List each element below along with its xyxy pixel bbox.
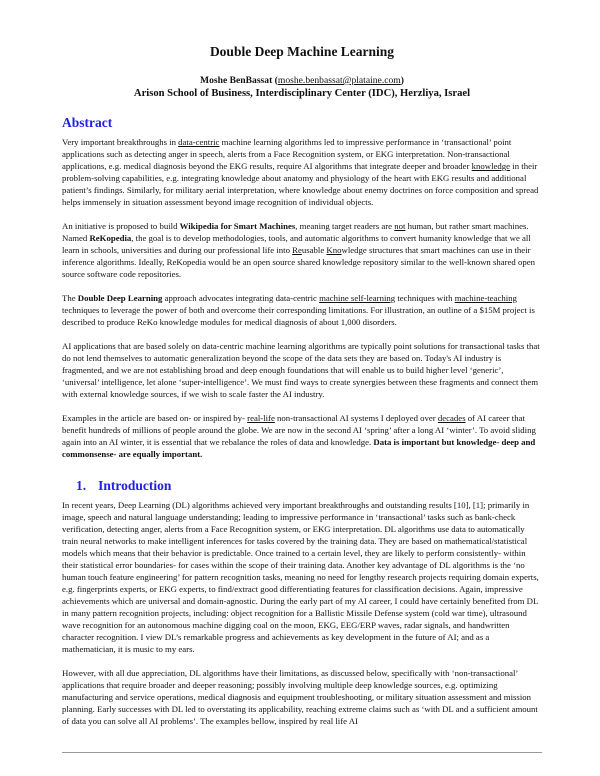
text-run: usable — [301, 245, 327, 255]
text-run: In recent years, Deep Learning (DL) algorithms achieved very important breakthroughs and outstanding results [10], [1]; primarily in image, speech and natural language understanding; leading to impressive performance in ‘transactional’ tasks such as bank-check verification, detecting anger, alerts from a Face Recognition system, or EKG interpretation. DL algorithms use data to automatically train neural networks to make intelligent inferences for tasks covered by the training data. They are based on mathematical/statistical models which means that their behavior is predictable. Once trained to a certain level, they are likely to perform consistently- within their statistical error boundaries- for cases within the scope of their training data. Another key advantage of DL algorithms is the ‘no human touch feature engineering’ for pattern recognition tasks, meaning no need for lengthy research projects requiring domain experts, e.g. fingerprints experts, or EKG experts, to find/extract good differentiating features for classification decisions. Again, impressive achievements which are universal and domain-agnostic. During the early part of my AI career, I could have certainly benefited from DL in many pattern recognition projects, including: object recognition for a Ballistic Missile Defense system (cold war time), ultrasound wave recognition for an autonomous machine digging coal on the moon, EKG, EEG/ERP waves, radar signals, and handwritten character recognition. I view DL’s remarkable progress and achievements as key development in the future of AI; and as a mathematician, it is music to my ears. — [62, 500, 539, 654]
paragraph — [62, 136, 542, 208]
bold-text: Wikipedia for Smart Machines — [179, 221, 296, 231]
text-run: Examples in the article are based on- or inspired by- — [62, 413, 248, 423]
underlined-text: decades — [437, 413, 466, 423]
text-run: non-transactional AI systems I deployed over — [274, 413, 438, 423]
author-line: Moshe BenBassat (moshe.benbassat@plataine.com) — [200, 75, 404, 86]
introduction-body — [62, 499, 542, 727]
underlined-text: data-centric — [178, 137, 220, 147]
underlined-text: Re — [292, 245, 302, 255]
affiliation: Arison School of Business, Interdisciplinary Center (IDC), Herzliya, Israel — [133, 88, 471, 99]
text-run: AI applications that are based solely on data-centric machine learning algorithms are typically point solutions for transactional tasks that do not lend themselves to automatic generalization beyond the scope of the data sets they are based on. Today's AI industry is fragmented, and we are not establishing broad and deep enough foundations that will enable us to build higher level ‘generic’, ‘universal’ intelligence, let alone ‘super-intelligence’. We must find ways to create synergies between these fragments and connect them with external knowledge sources, if we wish to scale faster the AI industry. — [62, 341, 540, 399]
abstract-body — [62, 136, 542, 460]
bold-text: ReKopedia — [89, 233, 132, 243]
paper-title: Double Deep Machine Learning — [209, 44, 395, 59]
section-number: 1. — [76, 478, 87, 493]
text-run: wledge structures that smart machines can use in their inference algorithms. Ideally, ReKopedia would be an open source shared knowledge repository similar to the well-known shared open source software code repositories. — [62, 245, 536, 279]
text-run: The — [62, 293, 78, 303]
underlined-text: real-life — [247, 413, 275, 423]
underlined-text: not — [394, 221, 406, 231]
author-name: Moshe BenBassat — [200, 75, 273, 86]
bold-text: Double Deep Learning — [77, 293, 163, 303]
page-bottom-divider — [62, 752, 542, 753]
text-run: techniques to leverage the power of both and overcome their corresponding limitations. For illustration, an outline of a $15M project is described to produce ReKo knowledge modules for medical diagnosis of about 1,000 disorders. — [62, 305, 535, 327]
paragraph — [62, 340, 542, 400]
underlined-text: knowledge — [471, 161, 511, 171]
underlined-text: Kno — [326, 245, 342, 255]
underlined-text: machine self-learning — [319, 293, 396, 303]
document-page — [62, 44, 542, 739]
section-title: Introduction — [98, 478, 172, 493]
text-run: An initiative is proposed to build — [62, 221, 180, 231]
paragraph — [62, 292, 542, 328]
text-run: , the goal is to develop methodologies, tools, and automatic algorithms to convert humanity knowledge that we all learn in schools, universities and during our professional life into — [62, 233, 531, 255]
introduction-heading — [76, 478, 542, 494]
text-run: machine learning algorithms led to impressive performance in ‘transactional’ point applications such as detecting anger in speech, alerts from a Face Recognition system, or EKG interpretation. Non-transactional applications, e.g. medical diagnosis beyond the EKG results, require AI algorithms that integrate deeper and broader — [62, 137, 512, 171]
text-run: , meaning target readers are — [295, 221, 395, 231]
text-run: human, but rather smart machines. Named — [62, 221, 529, 243]
paragraph — [62, 499, 542, 655]
paragraph — [62, 412, 542, 460]
text-run: techniques with — [395, 293, 455, 303]
text-run: approach advocates integrating data-centric — [162, 293, 320, 303]
text-run: in their problem-solving capabilities, e.g. integrating knowledge about anatomy and physiology of the heart with EKG results and additional patient’s findings. Similarly, for military aerial interpretation, where knowledge about enemy doctrines on force composition and spread helps immensely in situation assessment beyond image recognition of individual objects. — [62, 161, 539, 207]
author-email-link[interactable]: moshe.benbassat@plataine.com — [277, 75, 401, 86]
abstract-heading: Abstract — [62, 115, 113, 130]
text-run: However, with all due appreciation, DL algorithms have their limitations, as discussed below, specifically with ‘non-transactional’ applications that require broader and deeper reasoning; possibly involving multiple deep knowledge sources, e.g. optimizing manufacturing and service operations, medical diagnosis and equipment troubleshooting, or military situation assessment and mission planning. Early successes with DL led to overstating its applicability, reaching extreme claims such as ‘with DL and a sufficient amount of data you can solve all AI problems’. The examples bellow, inspired by real life AI — [62, 668, 538, 726]
paragraph — [62, 667, 542, 727]
text-run: Very important breakthroughs in — [62, 137, 179, 147]
paragraph — [62, 220, 542, 280]
bold-text: Data is important but knowledge- deep and commonsense- are equally important. — [62, 437, 536, 459]
underlined-text: machine-teaching — [454, 293, 517, 303]
text-run: of AI career that benefit hundreds of millions of people around the globe. We are now in the second AI ‘spring’ after a long AI ‘winter’. To avoid sliding again into an AI winter, it is essential that we rebalance the roles of data and knowledge. — [62, 413, 536, 447]
